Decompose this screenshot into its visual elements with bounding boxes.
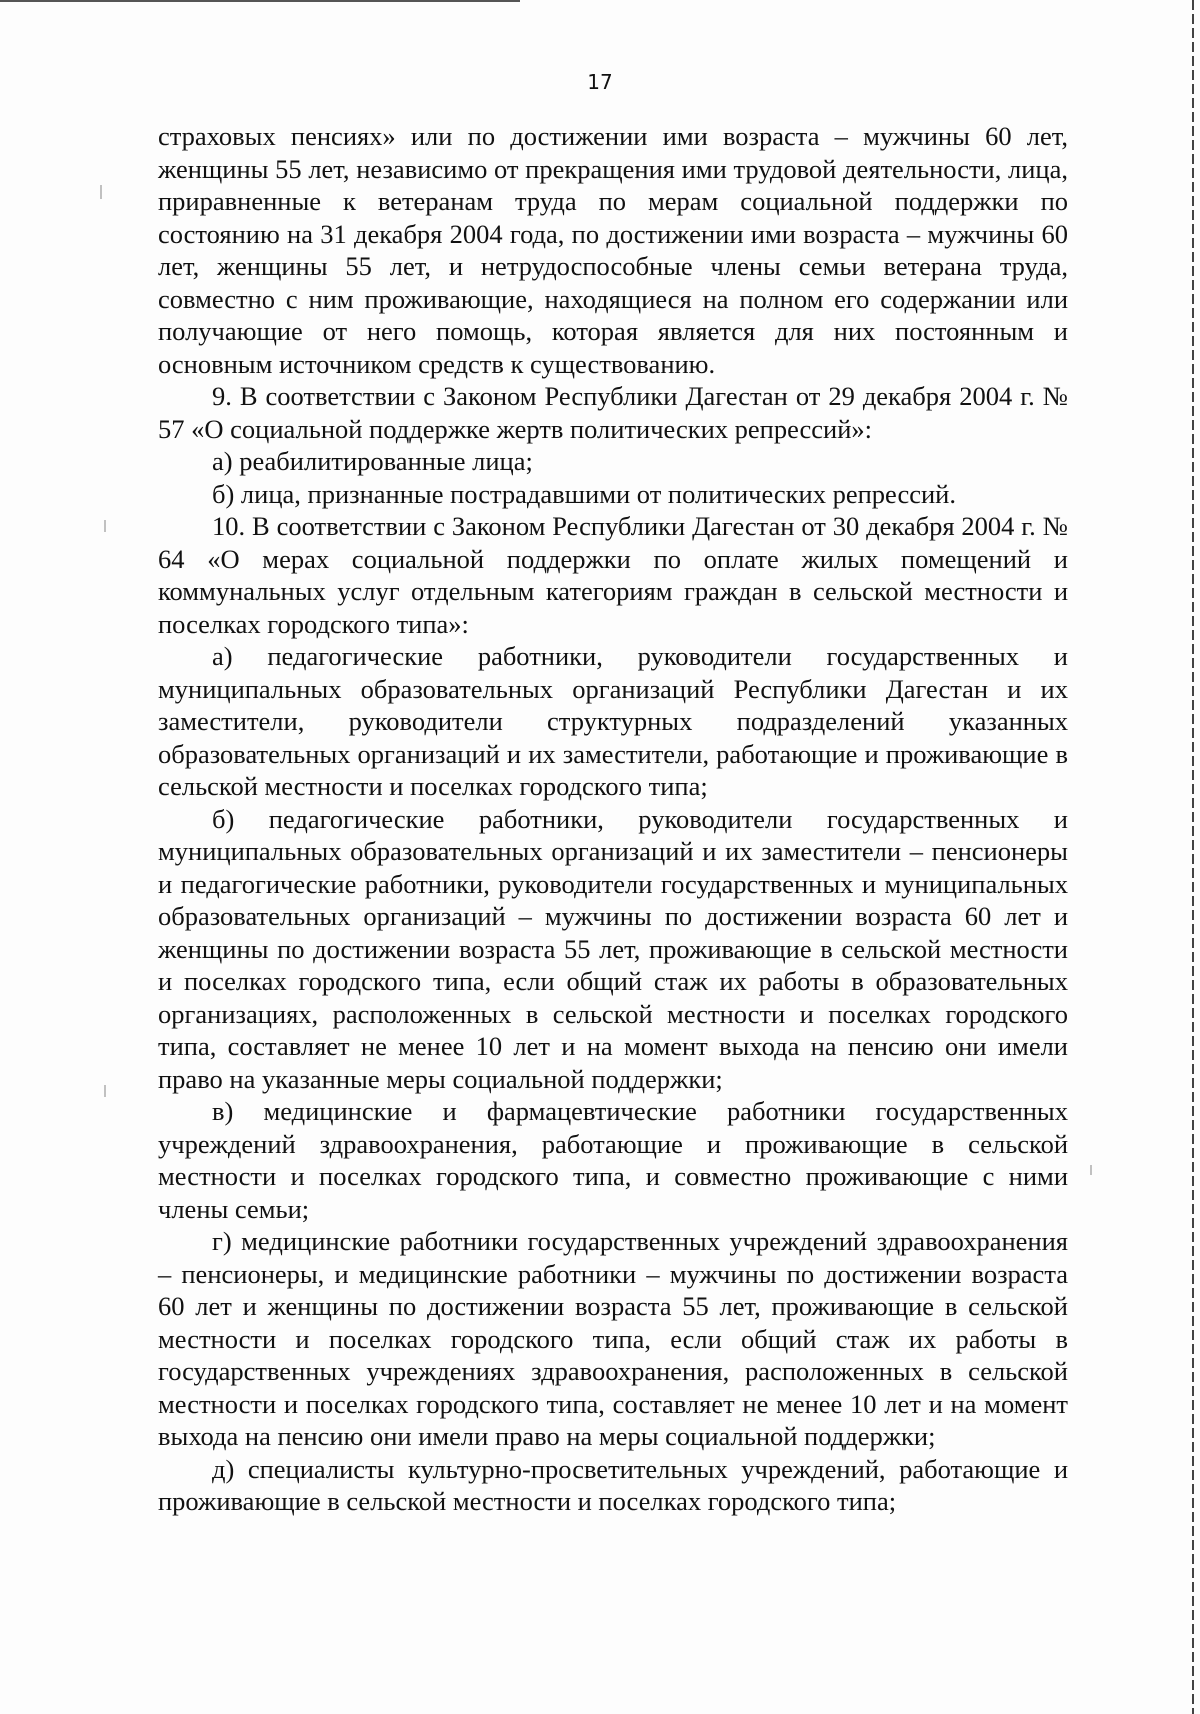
scan-speck [104, 520, 106, 532]
paragraph-10-b: б) педагогические работники, руководители государственных и муниципальных образовательных организаций и их заместители – пенсионеры и педагогические работники, руководители государственных и муниципальных образовательных организаций – мужчины по достижении возраста 60 лет и женщины по достижении возраста 55 лет, проживающие в сельской местности и поселках городского типа, если общий стаж их работы в образовательных организациях, расположенных в сельской местности и поселках городского типа, составляет не менее 10 лет и на момент выхода на пенсию они имели право на указанные меры социальной поддержки; [158, 803, 1068, 1094]
scan-speck [100, 185, 102, 199]
document-body [158, 120, 1068, 1518]
paragraph-10-d: д) специалисты культурно-просветительных учреждений, работающие и проживающие в сельской местности и поселках городского типа; [158, 1453, 1068, 1516]
page-number: 17 [587, 70, 613, 94]
paragraph-continuation: страховых пенсиях» или по достижении ими возраста – мужчины 60 лет, женщины 55 лет, независимо от прекращения ими трудовой деятельности, лица, приравненные к ветеранам труда по мерам социальной поддержки по состоянию на 31 декабря 2004 года, по достижении ими возраста – мужчины 60 лет, женщины 55 лет, и нетрудоспособные члены семьи ветерана труда, совместно с ним проживающие, находящиеся на полном его содержании или получающие от него помощь, которая является для них постоянным и основным источником средств к существованию. [158, 121, 1068, 379]
scan-speck [104, 1085, 106, 1097]
paragraph-item-9: 9. В соответствии с Законом Республики Дагестан от 29 декабря 2004 г. № 57 «О социальной поддержке жертв политических репрессий»: [158, 381, 1068, 444]
paragraph-item-10: 10. В соответствии с Законом Республики Дагестан от 30 декабря 2004 г. № 64 «О мерах социальной поддержки по оплате жилых помещений и коммунальных услуг отдельным категориям граждан в сельской местности и поселках городского типа»: [158, 511, 1068, 639]
scan-edge-right [1192, 0, 1194, 1714]
paragraph-10-g: г) медицинские работники государственных учреждений здравоохранения – пенсионеры, и медицинские работники – мужчины по достижении возраста 60 лет и женщины по достижении возраста 55 лет, проживающие в сельской местности и поселках городского типа, если общий стаж их работы в государственных учреждениях здравоохранения, расположенных в сельской местности и поселках городского типа, составляет не менее 10 лет и на момент выхода на пенсию они имели право на меры социальной поддержки; [158, 1226, 1068, 1451]
scan-edge-top [0, 0, 520, 2]
paragraph-10-a: а) педагогические работники, руководители государственных и муниципальных образовательных организаций Республики Дагестан и их заместители, руководители структурных подразделений указанных образовательных организаций и их заместители, работающие и проживающие в сельской местности и поселках городского типа; [158, 641, 1068, 801]
paragraph-9-a: а) реабилитированные лица; [212, 446, 533, 476]
scan-speck [1090, 1165, 1092, 1175]
paragraph-9-b: б) лица, признанные пострадавшими от политических репрессий. [212, 478, 956, 509]
paragraph-10-v: в) медицинские и фармацевтические работники государственных учреждений здравоохранения, работающие и проживающие в сельской местности и поселках городского типа, и совместно проживающие с ними члены семьи; [158, 1096, 1068, 1224]
